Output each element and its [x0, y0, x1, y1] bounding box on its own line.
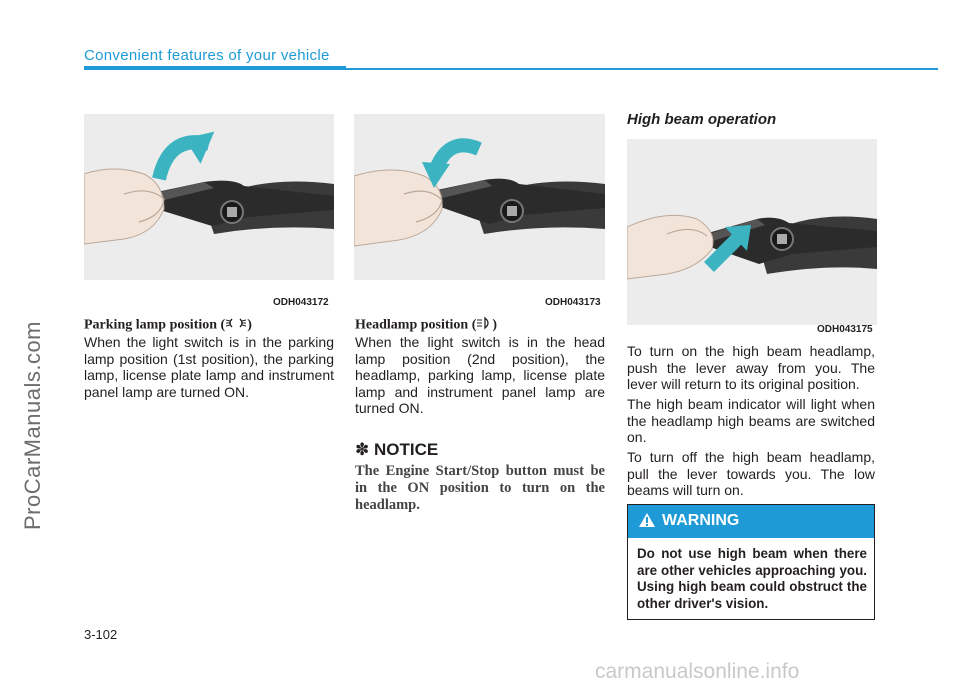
- page-number: 3-102: [84, 627, 118, 642]
- section-header-title: Convenient features of your vehicle: [84, 47, 330, 64]
- headlamp-icon: [476, 316, 492, 335]
- high-beam-photo: [627, 139, 877, 325]
- high-beam-off-text: To turn off the high beam headlamp, pull the lever towards you. The low beams will turn on.: [627, 449, 875, 499]
- parking-lamp-photo: [84, 114, 334, 280]
- warning-header: [628, 505, 874, 538]
- parking-lamp-icon: [225, 316, 247, 335]
- warning-text: Do not use high beam when there are other vehicles approaching you. Using high beam could obstruct the other driver's vision.: [637, 546, 867, 611]
- headlamp-subhead: [355, 316, 497, 335]
- high-beam-on-text: To turn on the high beam headlamp, push the lever away from you. The lever will return to its original position.: [627, 343, 875, 393]
- high-beam-indicator-text: The high beam indicator will light when the headlamp high beams are switched on.: [627, 396, 875, 446]
- warning-box: [627, 504, 875, 620]
- photo-code: ODH043175: [817, 324, 873, 335]
- subhead-prefix: Parking lamp position (: [84, 317, 226, 333]
- notice-text: The Engine Start/Stop button must be in the ON position to turn on the headlamp.: [355, 463, 605, 513]
- subhead-suffix: ): [247, 317, 252, 333]
- header-rule: [84, 68, 938, 70]
- bottom-watermark: carmanualsonline.info: [595, 660, 800, 683]
- warning-triangle-icon: [638, 512, 656, 533]
- parking-lamp-subhead: [84, 316, 252, 335]
- high-beam-section-title: High beam operation: [627, 111, 777, 128]
- parking-lamp-description: When the light switch is in the parking lamp position (1st position), the parking lamp, license plate lamp and instrument panel lamp are turned ON.: [84, 334, 334, 400]
- photo-code: ODH043172: [273, 297, 329, 308]
- side-watermark: ProCarManuals.com: [20, 320, 45, 530]
- subhead-suffix: ): [492, 317, 498, 333]
- headlamp-photo: [354, 114, 605, 280]
- photo-code: ODH043173: [545, 297, 601, 308]
- subhead-prefix: Headlamp position (: [355, 317, 477, 333]
- headlamp-description: When the light switch is in the head lamp position (2nd position), the headlamp, parking lamp, license plate lamp and instrument panel lamp are turned ON.: [355, 334, 605, 417]
- notice-title: ✽ NOTICE: [355, 440, 439, 459]
- warning-label: WARNING: [662, 512, 740, 529]
